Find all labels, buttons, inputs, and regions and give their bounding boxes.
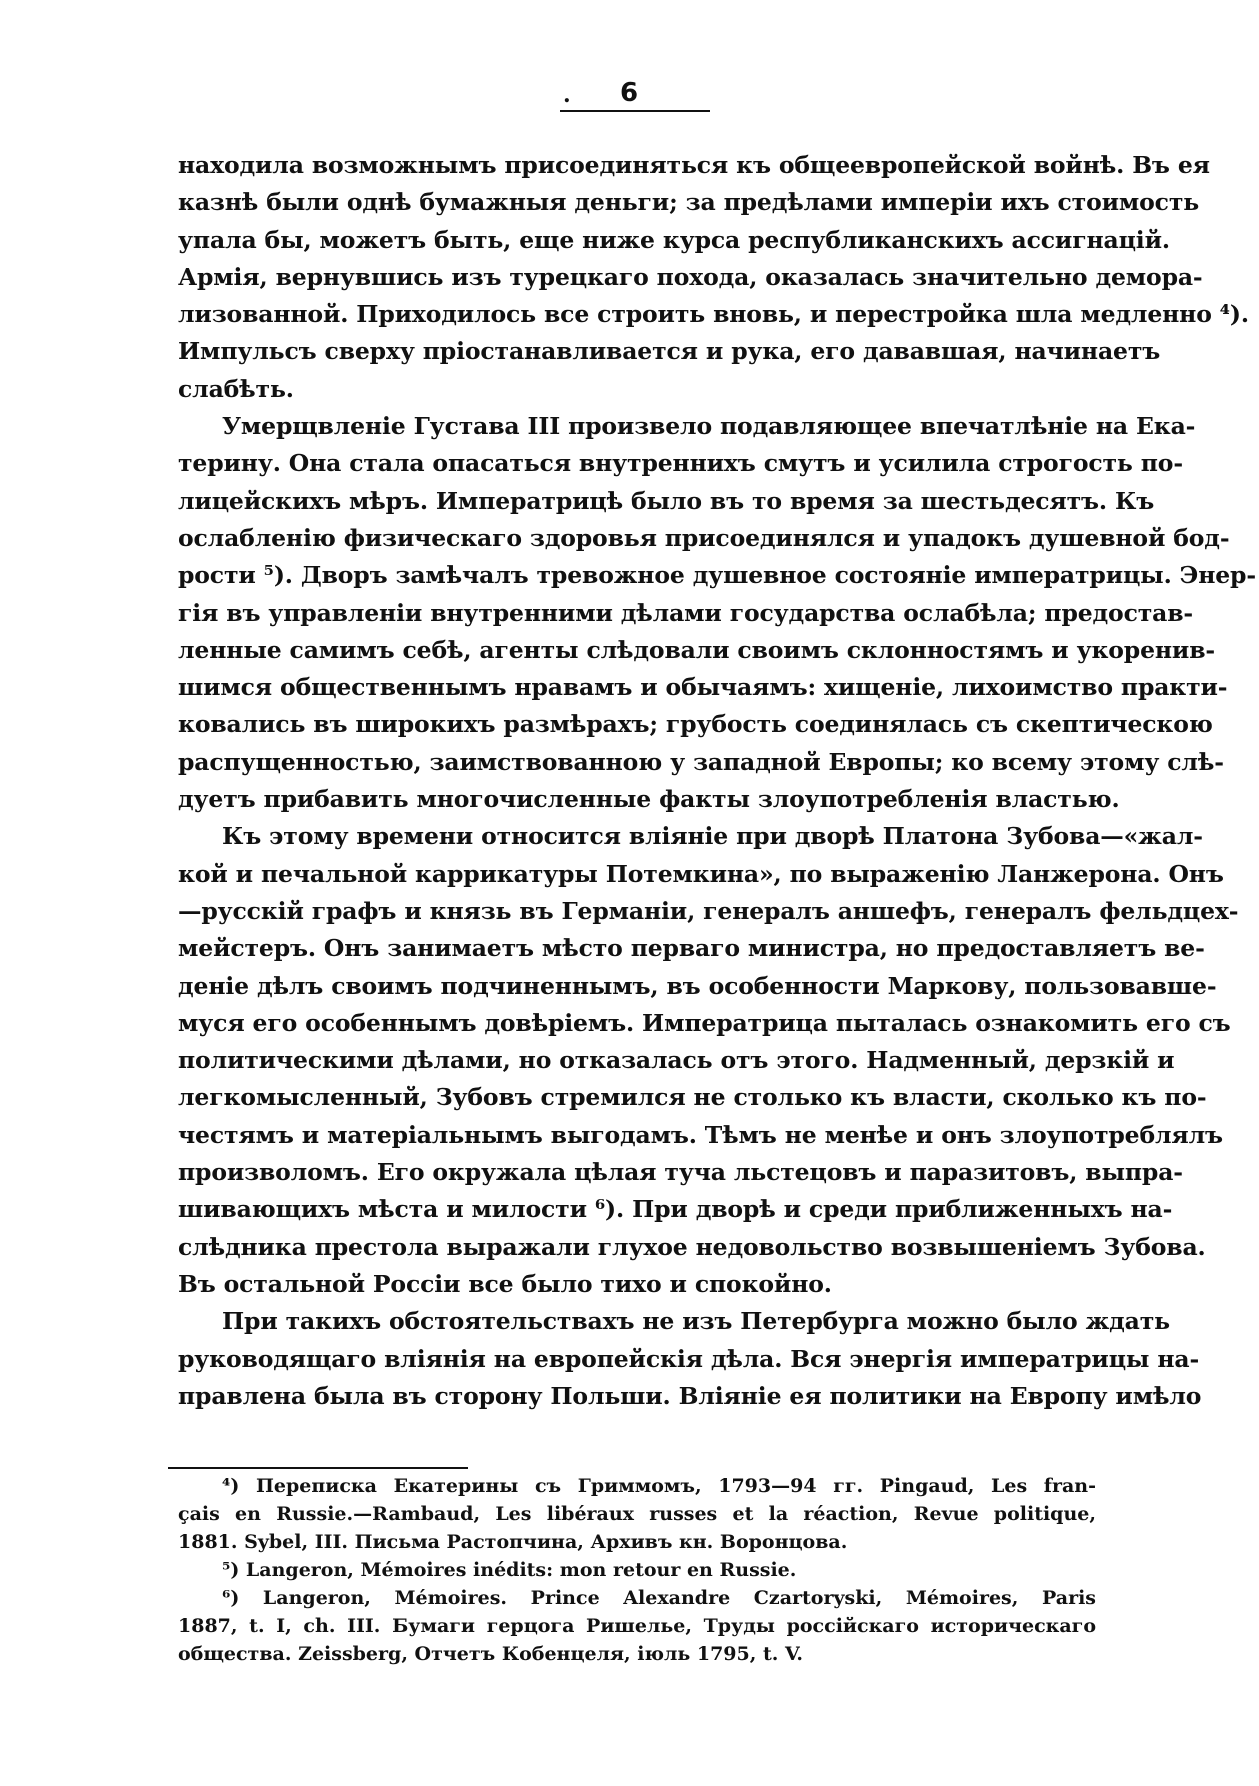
text-line: шивающихъ мѣста и милости ⁶). При дворѣ и среди приближенныхъ на- bbox=[178, 1195, 1173, 1224]
body-text bbox=[178, 147, 1256, 1415]
text-line: правлена была въ сторону Польши. Вліяніе ея политики на Европу имѣло bbox=[178, 1381, 1202, 1410]
text-line: легкомысленный, Зубовъ стремился не столько къ власти, сколько къ по- bbox=[178, 1083, 1207, 1112]
text-line: Въ остальной Россіи все было тихо и спокойно. bbox=[178, 1269, 832, 1298]
text-line: слабѣть. bbox=[178, 374, 294, 403]
text-line: деніе дѣлъ своимъ подчиненнымъ, въ особенности Маркову, пользовавше- bbox=[178, 971, 1217, 1000]
text-line: Умерщвленіе Густава III произвело подавляющее впечатлѣніе на Ека- bbox=[222, 412, 1196, 441]
text-line: —русскій графъ и князь въ Германіи, генералъ аншефъ, генералъ фельдцех- bbox=[178, 896, 1239, 925]
text-line: произволомъ. Его окружала цѣлая туча льстецовъ и паразитовъ, выпра- bbox=[178, 1158, 1183, 1187]
text-line: казнѣ были однѣ бумажныя деньги; за предѣлами имперіи ихъ стоимость bbox=[178, 188, 1200, 217]
text-line: муся его особеннымъ довѣріемъ. Императрица пыталась ознакомить его съ bbox=[178, 1008, 1231, 1037]
text-line: политическими дѣлами, но отказалась отъ этого. Надменный, дерзкій и bbox=[178, 1046, 1175, 1075]
text-line: кой и печальной каррикатуры Потемкина», по выраженію Ланжерона. Онъ bbox=[178, 859, 1224, 888]
text-line: дуетъ прибавить многочисленные факты злоупотребленія властью. bbox=[178, 785, 1120, 814]
page-header bbox=[560, 78, 710, 114]
text-line: руководящаго вліянія на европейскія дѣла. Вся энергія императрицы на- bbox=[178, 1344, 1200, 1373]
footnote-line: 1887, t. I, ch. III. Бумаги герцога Ришелье, Труды россійскаго историческаго bbox=[178, 1615, 1096, 1637]
text-line: ослабленію физическаго здоровья присоединялся и упадокъ душевной бод- bbox=[178, 523, 1230, 552]
text-line: При такихъ обстоятельствахъ не изъ Петербурга можно было ждать bbox=[222, 1307, 1170, 1336]
text-line: находила возможнымъ присоединяться къ общеевропейской войнѣ. Въ ея bbox=[178, 151, 1210, 179]
text-line: рости ⁵). Дворъ замѣчалъ тревожное душевное состояніе императрицы. Энер- bbox=[178, 561, 1256, 590]
text-line: распущенностью, заимствованною у западной Европы; ко всему этому слѣ- bbox=[178, 747, 1224, 776]
text-line: Импульсъ сверху пріостанавливается и рука, его дававшая, начинаетъ bbox=[178, 337, 1161, 366]
header-rule bbox=[560, 110, 710, 112]
footnote-separator bbox=[168, 1467, 468, 1469]
text-line: слѣдника престола выражали глухое недовольство возвышеніемъ Зубова. bbox=[178, 1232, 1206, 1261]
text-line: терину. Она стала опасаться внутреннихъ смутъ и усилила строгость по- bbox=[178, 449, 1183, 478]
footnote-line: ⁵) Langeron, Mémoires inédits: mon retour en Russie. bbox=[222, 1559, 797, 1581]
text-line: гія въ управленіи внутренними дѣлами государства ослабѣла; предостав- bbox=[178, 598, 1194, 627]
footnote-line: общества. Zeissberg, Отчетъ Кобенцеля, іюль 1795, t. V. bbox=[178, 1643, 803, 1665]
header-dot: . bbox=[563, 82, 571, 108]
footnotes bbox=[178, 1472, 1096, 1668]
text-line: честямъ и матеріальнымъ выгодамъ. Тѣмъ не менѣе и онъ злоупотреблялъ bbox=[178, 1120, 1223, 1149]
text-line: Армія, вернувшись изъ турецкаго похода, оказалась значительно демора- bbox=[178, 262, 1203, 291]
text-line: ковались въ широкихъ размѣрахъ; грубость соединялась съ скептическою bbox=[178, 710, 1213, 739]
text-line: лизованной. Приходилось все строить вновь, и перестройка шла медленно ⁴). bbox=[178, 300, 1249, 329]
footnote-line: çais en Russie.—Rambaud, Les libéraux russes et la réaction, Revue politique, bbox=[178, 1503, 1096, 1525]
text-line: упала бы, можетъ быть, еще ниже курса республиканскихъ ассигнацій. bbox=[178, 225, 1170, 254]
text-line: лицейскихъ мѣръ. Императрицѣ было въ то время за шестьдесятъ. Къ bbox=[178, 486, 1155, 515]
text-line: мейстеръ. Онъ занимаетъ мѣсто перваго министра, но предоставляетъ ве- bbox=[178, 934, 1205, 963]
text-line: ленные самимъ себѣ, агенты слѣдовали своимъ склонностямъ и укоренив- bbox=[178, 635, 1215, 664]
page-number: 6 bbox=[620, 78, 639, 108]
text-line: Къ этому времени относится вліяніе при дворѣ Платона Зубова—«жал- bbox=[222, 822, 1203, 851]
footnote-line: 1881. Sybel, III. Письма Растопчина, Архивъ кн. Воронцова. bbox=[178, 1531, 848, 1553]
footnote-line: ⁴) Переписка Екатерины съ Гриммомъ, 1793—94 гг. Pingaud, Les fran- bbox=[222, 1475, 1096, 1497]
text-line: шимся общественнымъ нравамъ и обычаямъ: хищеніе, лихоимство практи- bbox=[178, 673, 1228, 702]
footnote-line: ⁶) Langeron, Mémoires. Prince Alexandre Czartoryski, Mémoires, Paris bbox=[222, 1587, 1096, 1609]
